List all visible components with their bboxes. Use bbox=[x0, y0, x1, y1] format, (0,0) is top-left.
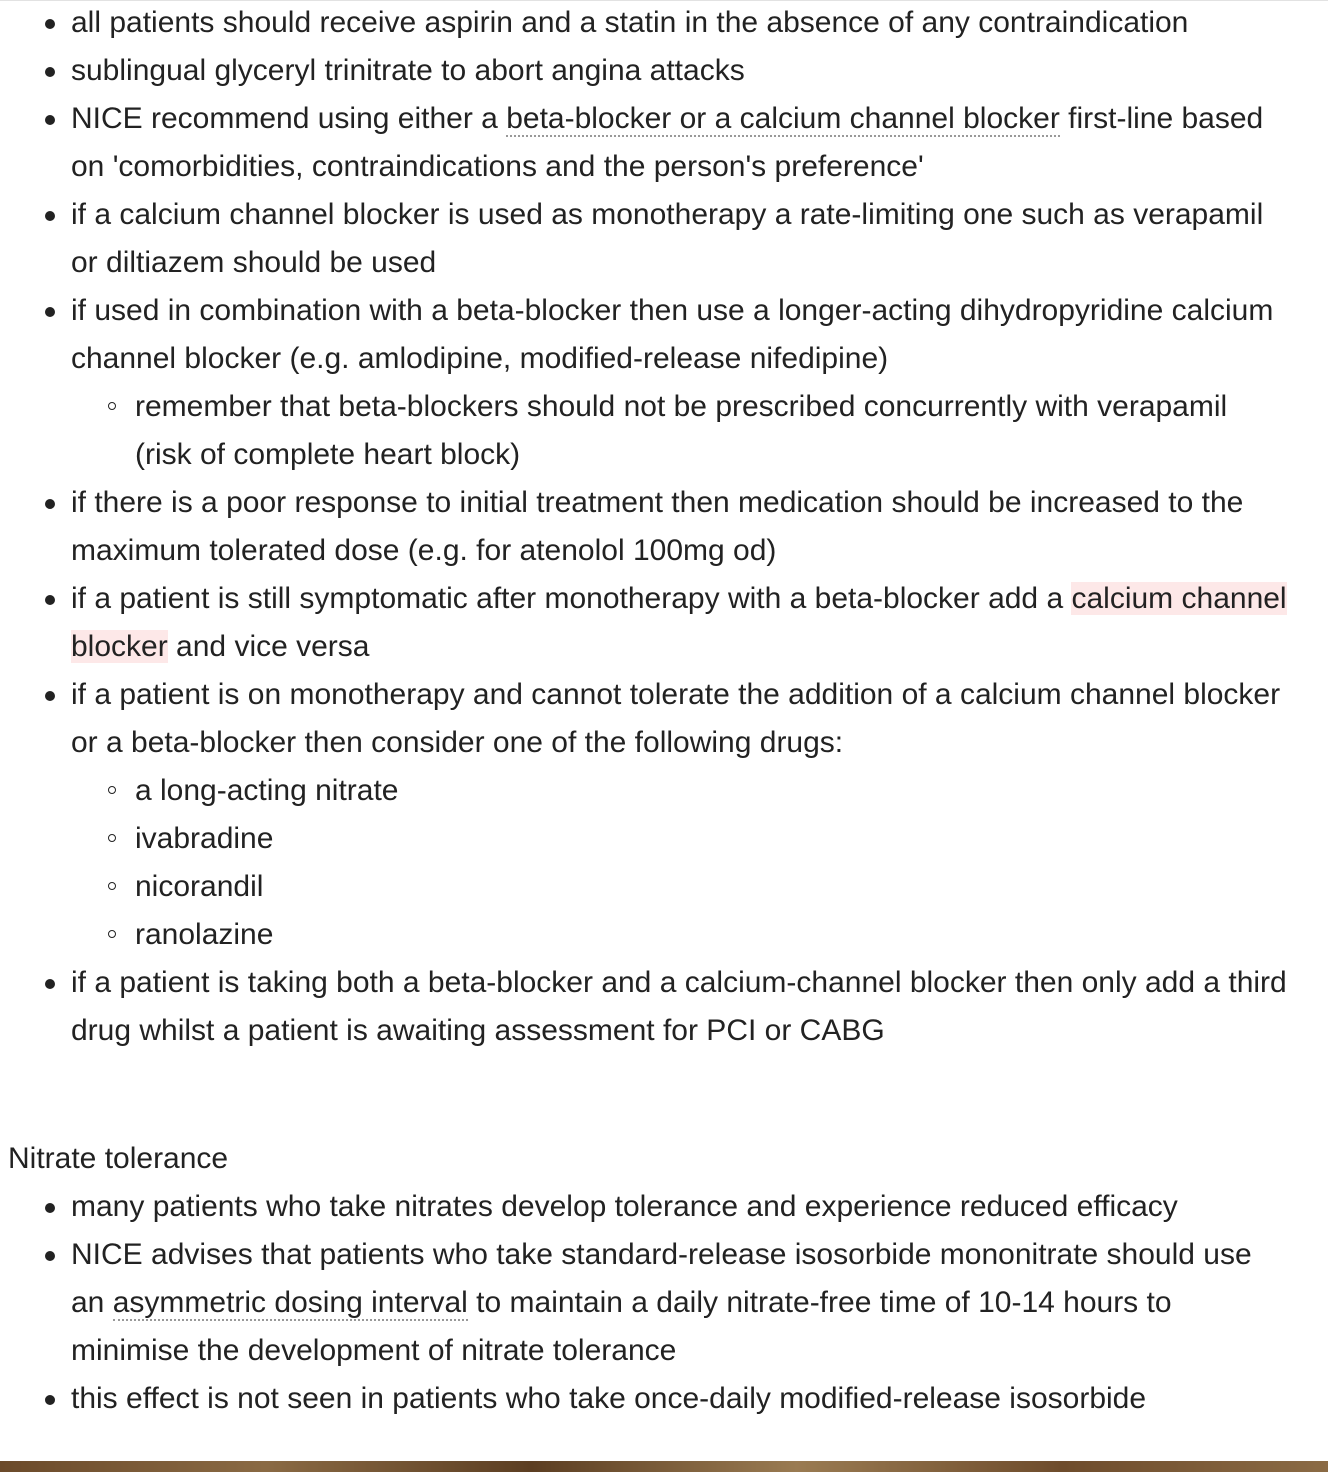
list-item bbox=[0, 1375, 1328, 1423]
tooltip-link-asymmetric-dosing[interactable]: asymmetric dosing interval bbox=[112, 1286, 468, 1319]
list-item bbox=[0, 191, 1328, 287]
bullet-icon bbox=[45, 19, 55, 29]
list-item-text: if a patient is on monotherapy and cannot tolerate the addition of a calcium channel blocker or a beta-blocker then consider one of the following drugs: bbox=[71, 678, 1281, 759]
tooltip-link-first-line[interactable]: beta-blocker or a calcium channel blocker bbox=[506, 102, 1060, 135]
sub-list-item-text: ivabradine bbox=[135, 822, 274, 855]
circle-bullet-icon bbox=[108, 882, 116, 890]
sub-list bbox=[71, 767, 1288, 959]
list-item-text: first-line based on 'comorbidities, contraindications and the person's preference' bbox=[71, 102, 1264, 183]
sub-list-item-text: nicorandil bbox=[135, 870, 264, 903]
list-item bbox=[0, 479, 1328, 575]
circle-bullet-icon bbox=[108, 834, 116, 842]
bullet-icon bbox=[45, 307, 55, 317]
circle-bullet-icon bbox=[108, 786, 116, 794]
bullet-icon bbox=[45, 979, 55, 989]
list-item-text: many patients who take nitrates develop tolerance and experience reduced efficacy bbox=[71, 1190, 1178, 1223]
bullet-icon bbox=[45, 1395, 55, 1405]
list-item bbox=[0, 47, 1328, 95]
list-item-text: if there is a poor response to initial treatment then medication should be increased to the maximum tolerated dose (e.g. for atenolol 100mg od) bbox=[71, 486, 1244, 567]
list-item-text: all patients should receive aspirin and a statin in the absence of any contraindication bbox=[71, 6, 1189, 39]
bullet-icon bbox=[45, 1251, 55, 1261]
list-item-text: if a calcium channel blocker is used as monotherapy a rate-limiting one such as verapamil or diltiazem should be used bbox=[71, 198, 1264, 279]
sub-list-item bbox=[71, 863, 1288, 911]
list-item-text: if a patient is still symptomatic after monotherapy with a beta-blocker add a bbox=[71, 582, 1072, 615]
circle-bullet-icon bbox=[108, 930, 116, 938]
bullet-icon bbox=[45, 115, 55, 125]
list-item-text: NICE advises that patients who take standard-release isosorbide mononitrate should use an bbox=[71, 1238, 1252, 1319]
list-item-text: if used in combination with a beta-blocker then use a longer-acting dihydropyridine calcium channel blocker (e.g. amlodipine, modified-release nifedipine) bbox=[71, 294, 1274, 375]
sub-list-item bbox=[71, 383, 1288, 479]
sub-list-item-text: ranolazine bbox=[135, 918, 274, 951]
background-image-strip bbox=[0, 1461, 1328, 1472]
bullet-icon bbox=[45, 211, 55, 221]
highlighted-term[interactable]: calcium channel blocker bbox=[71, 582, 1287, 663]
sub-list-item bbox=[71, 815, 1288, 863]
bullet-icon bbox=[45, 67, 55, 77]
bullet-icon bbox=[45, 691, 55, 701]
nitrate-tolerance-list bbox=[0, 1183, 1328, 1423]
list-item bbox=[0, 0, 1328, 47]
section-heading: Nitrate tolerance bbox=[8, 1142, 229, 1175]
circle-bullet-icon bbox=[108, 402, 116, 410]
list-item bbox=[0, 959, 1328, 1055]
list-item bbox=[0, 575, 1328, 671]
list-item-text: this effect is not seen in patients who take once-daily modified-release isosorbide bbox=[71, 1382, 1147, 1415]
sub-list bbox=[71, 383, 1288, 479]
sub-list-item-text: a long-acting nitrate bbox=[135, 774, 399, 807]
list-item-text: and vice versa bbox=[167, 630, 370, 663]
list-item-text: NICE recommend using either a bbox=[71, 102, 507, 135]
list-item bbox=[0, 1183, 1328, 1231]
sub-list-item bbox=[71, 911, 1288, 959]
list-item bbox=[0, 287, 1328, 479]
bullet-icon bbox=[45, 499, 55, 509]
sub-list-item bbox=[71, 767, 1288, 815]
list-item-text: if a patient is taking both a beta-blocker and a calcium-channel blocker then only add a third drug whilst a patient is awaiting assessment for PCI or CABG bbox=[71, 966, 1287, 1047]
list-item bbox=[0, 95, 1328, 191]
list-item bbox=[0, 671, 1328, 959]
bullet-icon bbox=[45, 595, 55, 605]
bullet-icon bbox=[45, 1203, 55, 1213]
section-spacer bbox=[0, 1055, 1328, 1135]
list-item bbox=[0, 1231, 1328, 1375]
sub-list-item-text: remember that beta-blockers should not be prescribed concurrently with verapamil (risk of complete heart block) bbox=[135, 390, 1228, 471]
list-item-text: to maintain a daily nitrate-free time of 10-14 hours to minimise the development of nitrate tolerance bbox=[71, 1286, 1172, 1367]
list-item-text: sublingual glyceryl trinitrate to abort angina attacks bbox=[71, 54, 745, 87]
